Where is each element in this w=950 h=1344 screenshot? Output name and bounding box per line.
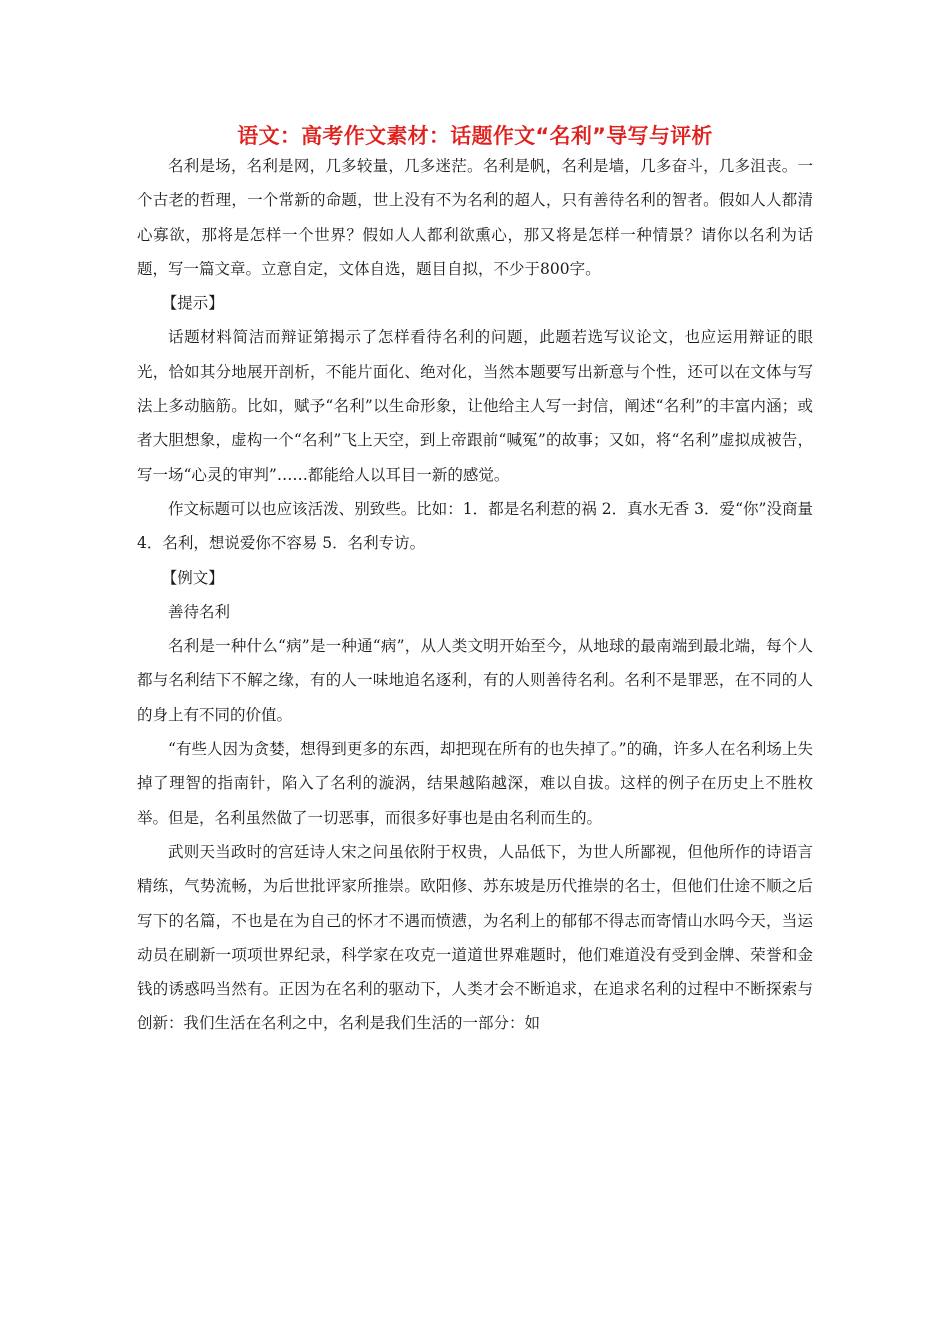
document-body: [137, 149, 813, 1041]
essay-title: 善待名利: [168, 602, 231, 621]
paragraph-title-suggestions: 作文标题可以也应该活泼、别致些。比如：1．都是名利惹的祸 2．真水无香 3．爱“你”没商量 4．名利，想说爱你不容易 5．名利专访。: [137, 499, 813, 553]
essay-paragraph-1: 名利是一种什么“病”是一种通“病”，从人类文明开始至今，从地球的最南端到最北端，每个人都与名利结下不解之缘，有的人一味地追名逐利，有的人则善待名利。名利不是罪恶，在不同的人的身上有不同的价值。: [137, 637, 813, 724]
section-heading-example: 【例文】: [161, 568, 224, 587]
essay-paragraph-2: “有些人因为贪婪，想得到更多的东西，却把现在所有的也失掉了。”的确，许多人在名利场上失掉了理智的指南针，陷入了名利的漩涡，结果越陷越深，难以自拔。这样的例子在历史上不胜枚举。但是，名利虽然做了一切恶事，而很多好事也是由名利而生的。: [137, 740, 813, 827]
paragraph-topic-prompt: 名利是场，名利是网，几多较量，几多迷茫。名利是帆，名利是墙，几多奋斗，几多沮丧。一个古老的哲理，一个常新的命题，世上没有不为名利的超人，只有善待名利的智者。假如人人都清心寡欲，那将是怎样一个世界？假如人人都利欲熏心，那又将是怎样一种情景？请你以名利为话题，写一篇文章。立意自定，文体自选，题目自拟，不少于800字。: [137, 157, 813, 278]
essay-paragraph-3: 武则天当政时的宫廷诗人宋之问虽依附于权贵，人品低下，为世人所鄙视，但他所作的诗语言精练，气势流畅，为后世批评家所推崇。欧阳修、苏东坡是历代推崇的名士，但他们仕途不顺之后写下的名篇，不也是在为自己的怀才不遇而愤懑，为名利上的郁郁不得志而寄情山水吗今天，当运动员在刷新一项项世界纪录，科学家在攻克一道道世界难题时，他们难道没有受到金牌、荣誉和金钱的诱惑吗当然有。正因为在名利的驱动下，人类才会不断追求，在追求名利的过程中不断探索与创新：我们生活在名利之中，名利是我们生活的一部分：如: [137, 842, 813, 1033]
document-title: 语文：高考作文素材：话题作文“名利”导写与评析: [237, 124, 713, 148]
paragraph-tips: 话题材料简洁而辩证第揭示了怎样看待名利的问题，此题若选写议论文，也应运用辩证的眼光，恰如其分地展开剖析，不能片面化、绝对化，当然本题要写出新意与个性，还可以在文体与写法上多动脑筋。比如，赋予“名利”以生命形象，让他给主人写一封信，阐述“名利”的丰富内涵；或者大胆想象，虚构一个“名利”飞上天空，到上帝跟前“喊冤”的故事；又如，将“名利”虚拟成被告，写一场“心灵的审判”……都能给人以耳目一新的感觉。: [137, 328, 813, 484]
section-heading-tips: 【提示】: [161, 294, 224, 313]
